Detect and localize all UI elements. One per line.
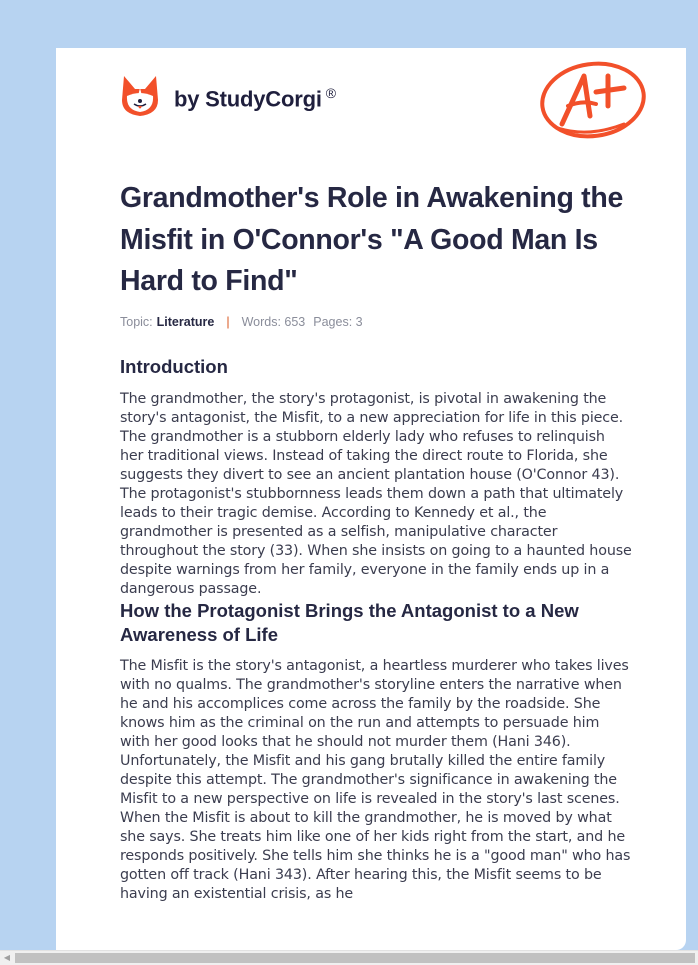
section-body-protagonist: The Misfit is the story's antagonist, a heartless murderer who takes lives with no qualms. The grandmother's storyline enters the narrative when he and his accomplices come across the family by the roadside. She knows him as the criminal on the run and attempts to persuade him with her good looks that he should not murder them (Hani 346). Unfortunately, the Misfit and his gang brutally killed the entire family despite this attempt. The grandmother's significance in awakening the Misfit to a new perspective on life is revealed in the story's last scenes. When the Misfit is about to kill the grandmother, he is moved by what she says. She treats him like one of her kids right from the start, and he responds positively. She tells him she thinks he is a "good man" who has gotten off track (Hani 343). After hearing this, the Misfit seems to be having an existential crisis, as he xyxy=(120,657,631,902)
registered-mark: ® xyxy=(325,85,336,102)
page-count: Pages: 3 xyxy=(313,314,363,329)
topic-link[interactable]: Literature xyxy=(156,314,215,329)
brand-name: by StudyCorgi ® xyxy=(174,85,336,112)
studycorgi-logo[interactable] xyxy=(120,74,336,118)
a-plus-grade-badge xyxy=(538,58,648,144)
section-heading-protagonist: How the Protagonist Brings the Antagonist to a New Awareness of Life xyxy=(120,599,579,645)
article-title: Grandmother's Role in Awakening the Misfit in O'Connor's "A Good Man Is Hard to Find" xyxy=(120,182,624,297)
topic-label: Topic: xyxy=(120,314,153,329)
word-count: Words: 653 xyxy=(241,314,306,329)
scrollbar-thumb[interactable] xyxy=(15,953,695,963)
horizontal-scrollbar[interactable] xyxy=(0,950,698,965)
meta-separator: | xyxy=(226,314,230,329)
document-page xyxy=(56,48,686,950)
page-header xyxy=(56,48,686,158)
scroll-left-arrow-icon[interactable]: ◀ xyxy=(3,953,11,962)
article-content xyxy=(120,178,632,904)
section-body-introduction: The grandmother, the story's protagonist, is pivotal in awakening the story's antagonist, the Misfit, to a new appreciation for life in this piece. The grandmother is a stubborn elderly lady who refuses to relinquish her traditional views. Instead of taking the direct route to Florida, she suggests they divert to see an ancient plantation house (O'Connor 43). The protagonist's stubbornness leads them down a path that ultimately leads to their tragic demise. According to Kennedy et al., the grandmother is presented as a selfish, manipulative character throughout the story (33). When she insists on going to a haunted house despite warnings from her family, everyone in the family ends up in a dangerous passage. xyxy=(120,390,632,597)
section-heading-introduction: Introduction xyxy=(120,355,228,377)
article-meta xyxy=(120,315,632,329)
corgi-logo-icon xyxy=(120,74,160,118)
